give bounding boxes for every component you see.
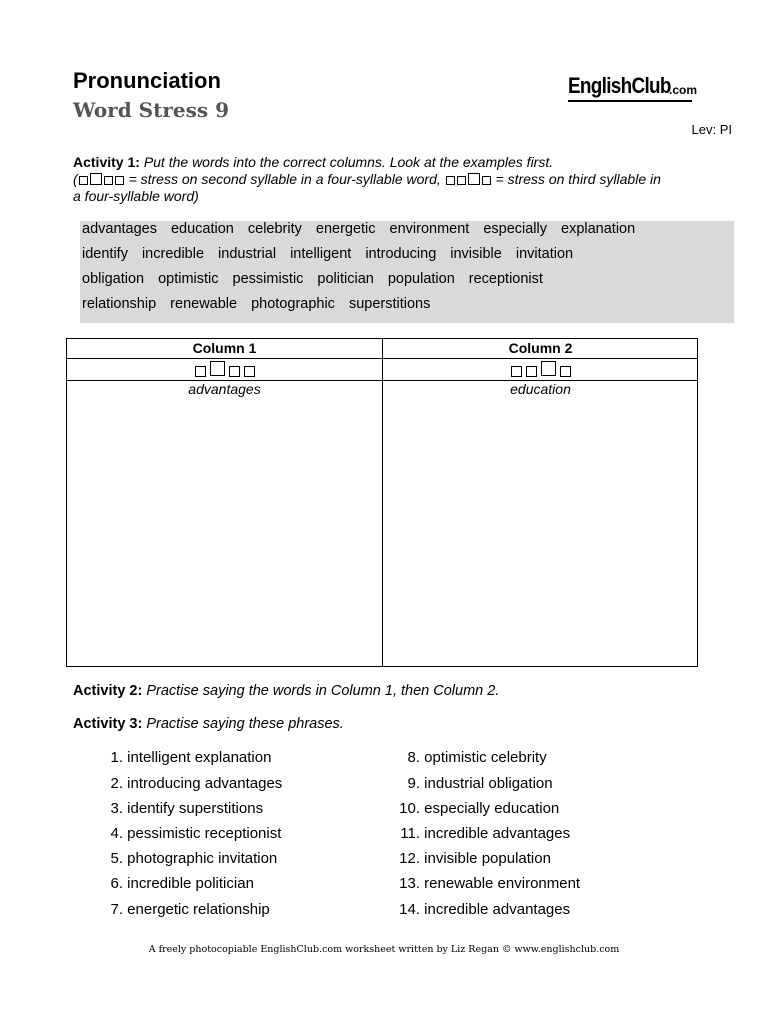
phrase-item — [396, 800, 559, 817]
phrase-item — [396, 775, 553, 792]
phrase-text: especially education — [424, 800, 560, 817]
column-2-example: education — [510, 381, 571, 397]
activity3-line — [73, 716, 344, 733]
activity1-line — [73, 154, 553, 171]
phrase-text: introducing advantages — [127, 775, 283, 792]
legend-open: ( — [73, 171, 78, 187]
page-title: Pronunciation — [73, 68, 221, 93]
stress-pattern-third-icon — [445, 171, 492, 187]
word-item: intelligent — [290, 246, 352, 262]
word-item: politician — [317, 271, 374, 287]
phrase-item — [396, 875, 580, 892]
word-item: incredible — [141, 246, 205, 262]
phrase-item — [73, 825, 281, 842]
phrase-item — [73, 800, 263, 817]
phrase-number: 12. — [399, 850, 420, 867]
phrase-number: 6. — [110, 875, 123, 892]
phrase-text: renewable environment — [424, 875, 581, 892]
word-item: receptionist — [468, 271, 543, 287]
legend-part3: a four-syllable word) — [73, 188, 199, 204]
phrase-text: energetic relationship — [127, 901, 270, 918]
word-item: superstitions — [348, 296, 431, 312]
word-item: renewable — [170, 296, 238, 312]
level-label: Lev: PI — [691, 122, 732, 137]
phrase-number: 8. — [407, 749, 420, 766]
word-item: invisible — [450, 246, 502, 262]
activity2-line — [73, 683, 499, 700]
phrase-number: 5. — [110, 850, 123, 867]
stress-pattern-second-icon — [67, 361, 382, 381]
phrase-number: 4. — [110, 825, 123, 842]
phrase-item — [396, 749, 547, 766]
phrase-item — [73, 749, 271, 766]
phrase-number: 7. — [110, 901, 123, 918]
phrase-item — [396, 850, 551, 867]
activity3-instruction: Practise saying these phrases. — [146, 716, 344, 732]
phrase-item — [73, 901, 270, 918]
phrase-text: optimistic celebrity — [424, 749, 547, 766]
phrase-item — [396, 901, 570, 918]
stress-pattern-second-icon — [78, 171, 125, 187]
activity1-legend-cont — [73, 188, 199, 205]
legend-part1: = stress on second syllable in a four-syllable word, — [128, 171, 441, 187]
phrase-item — [396, 825, 570, 842]
englishclub-logo — [568, 73, 698, 105]
phrase-text: industrial obligation — [424, 775, 553, 792]
word-item: especially — [483, 221, 547, 237]
activity1-legend — [73, 171, 661, 188]
column-2-header: Column 2 — [508, 340, 573, 356]
column-table — [66, 338, 698, 667]
logo-text: EnglishClub — [568, 73, 671, 98]
word-item: invitation — [515, 246, 574, 262]
activity2-instruction: Practise saying the words in Column 1, then Column 2. — [146, 683, 500, 699]
word-item: population — [387, 271, 455, 287]
phrase-text: photographic invitation — [127, 850, 278, 867]
logo-domain: .com — [669, 83, 698, 97]
word-bank-row — [82, 221, 649, 237]
activity1-instruction: Put the words into the correct columns. Look at the examples first. — [143, 154, 554, 170]
phrase-number: 13. — [399, 875, 420, 892]
phrase-number: 14. — [399, 901, 420, 918]
word-item: education — [170, 221, 234, 237]
footer-credit: A freely photocopiable EnglishClub.com worksheet written by Liz Regan © www.englishclub.com — [148, 944, 620, 955]
phrase-number: 1. — [110, 749, 123, 766]
word-item: advantages — [82, 221, 157, 237]
phrase-number: 10. — [399, 800, 420, 817]
word-item: photographic — [251, 296, 335, 312]
table-rule — [67, 358, 697, 359]
phrase-item — [73, 850, 277, 867]
phrase-text: invisible population — [424, 850, 551, 867]
phrase-text: identify superstitions — [127, 800, 264, 817]
word-item: energetic — [315, 221, 376, 237]
column-1-header: Column 1 — [192, 340, 257, 356]
word-item: identify — [82, 246, 128, 262]
phrase-number: 2. — [110, 775, 123, 792]
word-item: industrial — [218, 246, 277, 262]
word-item: celebrity — [247, 221, 302, 237]
word-bank-row — [82, 271, 557, 287]
phrase-text: incredible politician — [127, 875, 254, 892]
phrase-text: intelligent explanation — [127, 749, 272, 766]
word-item: explanation — [561, 221, 636, 237]
legend-part2: = stress on third syllable in — [495, 171, 661, 187]
stress-pattern-third-icon — [383, 361, 698, 381]
phrase-text: incredible advantages — [424, 825, 571, 842]
column-1-example: advantages — [188, 381, 261, 397]
page-subtitle: Word Stress 9 — [73, 98, 229, 122]
word-item: optimistic — [158, 271, 219, 287]
word-bank-row — [82, 246, 587, 262]
phrase-item — [73, 875, 254, 892]
word-item: introducing — [365, 246, 437, 262]
phrase-text: pessimistic receptionist — [127, 825, 282, 842]
phrase-item — [73, 775, 282, 792]
phrase-text: incredible advantages — [424, 901, 571, 918]
activity3-label: Activity 3: — [73, 716, 143, 732]
word-bank-row — [82, 296, 444, 312]
word-item: environment — [389, 221, 470, 237]
word-item: obligation — [82, 271, 145, 287]
word-item: pessimistic — [232, 271, 304, 287]
word-item: relationship — [82, 296, 157, 312]
phrase-number: 3. — [110, 800, 123, 817]
logo-underline — [568, 100, 692, 102]
activity2-label: Activity 2: — [73, 683, 143, 699]
word-bank — [80, 221, 734, 323]
phrase-number: 11. — [400, 825, 420, 842]
activity1-label: Activity 1: — [73, 154, 140, 170]
phrase-number: 9. — [407, 775, 420, 792]
